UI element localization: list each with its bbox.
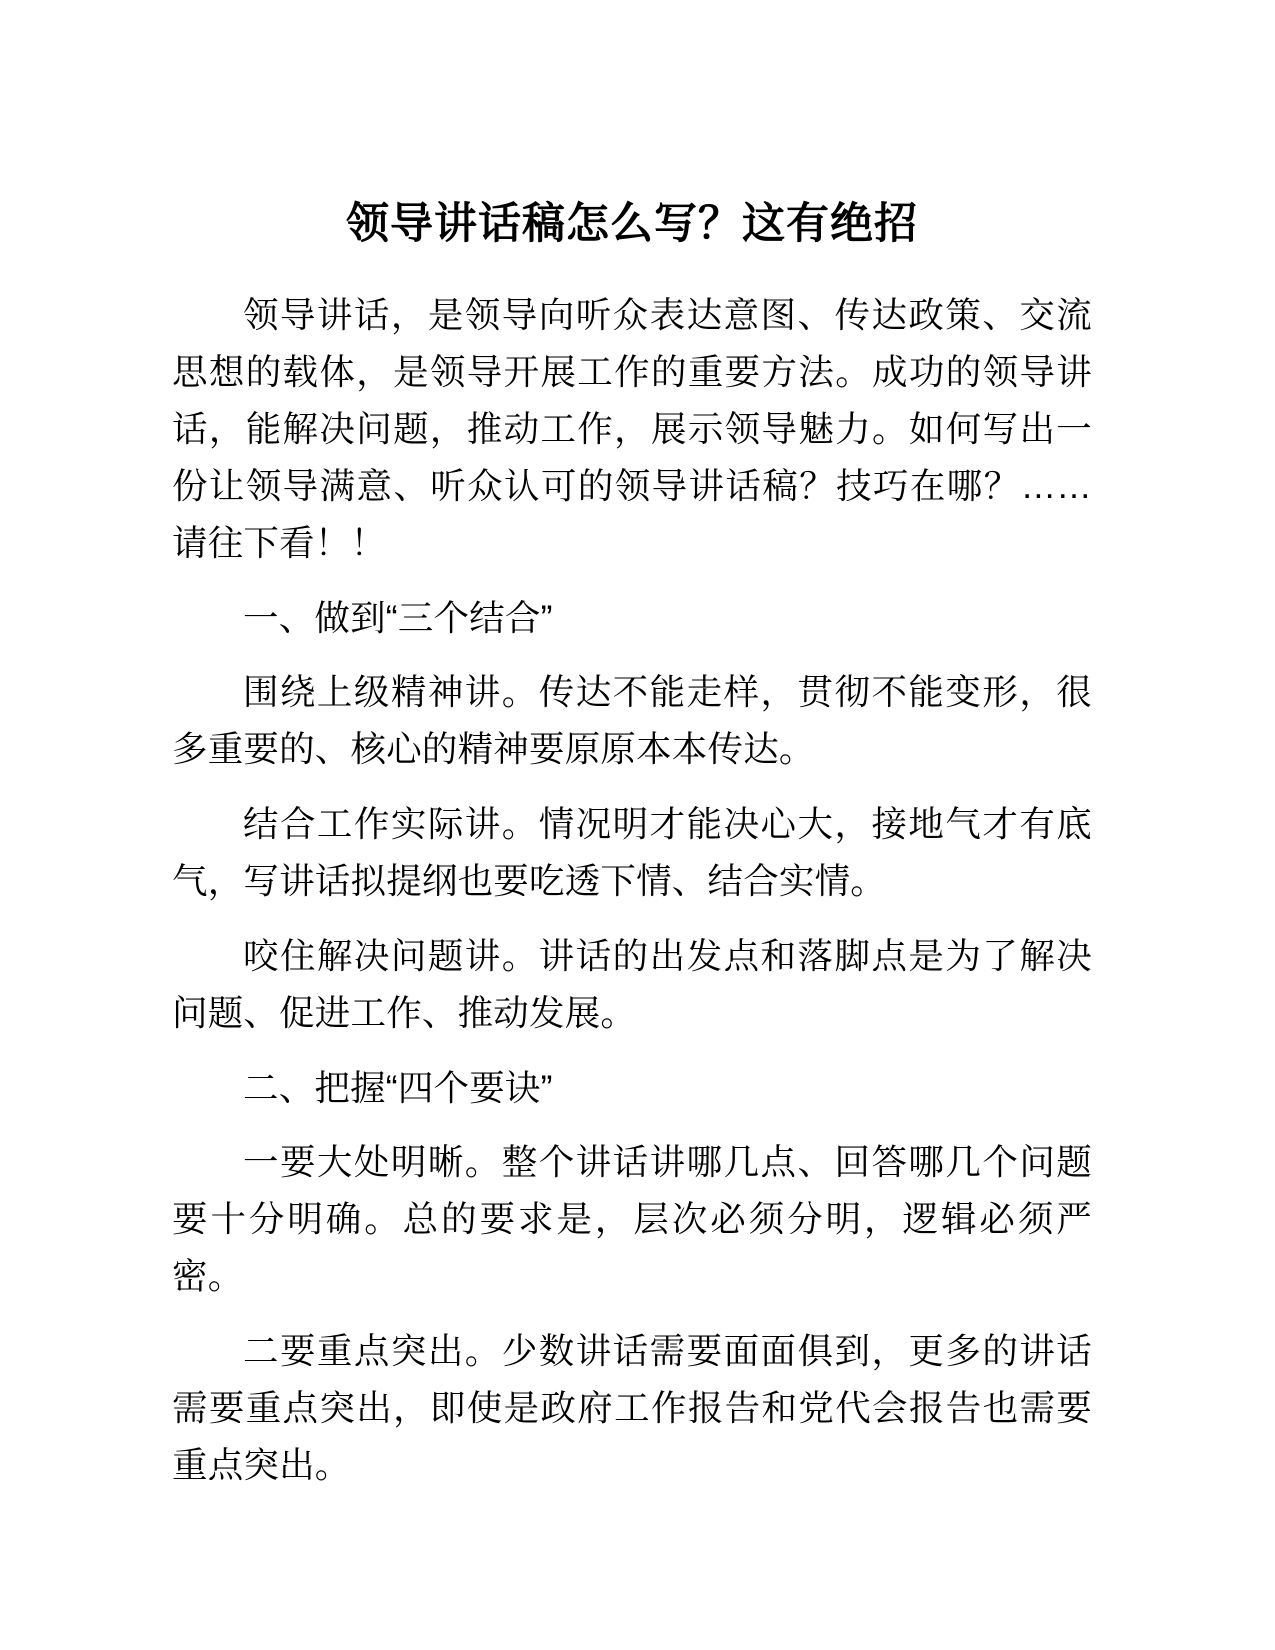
document-body bbox=[172, 0, 1092, 1494]
paragraph-section2-point1: 一要大处明晰。整个讲话讲哪几点、回答哪几个问题要十分明确。总的要求是，层次必须分明，逻辑必须严密。 bbox=[172, 1141, 1092, 1296]
paragraph-spacer bbox=[172, 778, 1092, 796]
page-title: 领导讲话稿怎么写？这有绝招 bbox=[346, 200, 918, 248]
paragraph-section1-point2: 结合工作实际讲。情况明才能决心大，接地气才有底气，写讲话拟提纲也要吃透下情、结合实情。 bbox=[172, 803, 1092, 901]
paragraph-section1-point3: 咬住解决问题讲。讲话的出发点和落脚点是为了解决问题、促进工作、推动发展。 bbox=[172, 935, 1092, 1033]
paragraph-spacer bbox=[172, 647, 1092, 664]
paragraph-intro: 领导讲话，是领导向听众表达意图、传达政策、交流思想的载体，是领导开展工作的重要方法。成功的领导讲话，能解决问题，推动工作，展示领导魅力。如何写出一份让领导满意、听众认可的领导讲话稿？技巧在哪？……请往下看！！ bbox=[172, 294, 1092, 563]
paragraph-spacer bbox=[172, 910, 1092, 928]
title-spacer bbox=[172, 252, 1092, 287]
section-heading-one: 一、做到“三个结合” bbox=[243, 597, 553, 638]
paragraph-section1-point1: 围绕上级精神讲。传达不能走样，贯彻不能变形，很多重要的、核心的精神要原原本本传达。 bbox=[172, 671, 1092, 769]
paragraph-spacer bbox=[172, 1305, 1092, 1323]
section-heading-two: 二、把握“四个要诀” bbox=[243, 1067, 553, 1108]
paragraph-section2-point2: 二要重点突出。少数讲话需要面面俱到，更多的讲话需要重点突出，即使是政府工作报告和党代会报告也需要重点突出。 bbox=[172, 1330, 1092, 1485]
paragraph-spacer bbox=[172, 1117, 1092, 1134]
paragraph-spacer bbox=[172, 1042, 1092, 1060]
paragraph-spacer bbox=[172, 572, 1092, 590]
